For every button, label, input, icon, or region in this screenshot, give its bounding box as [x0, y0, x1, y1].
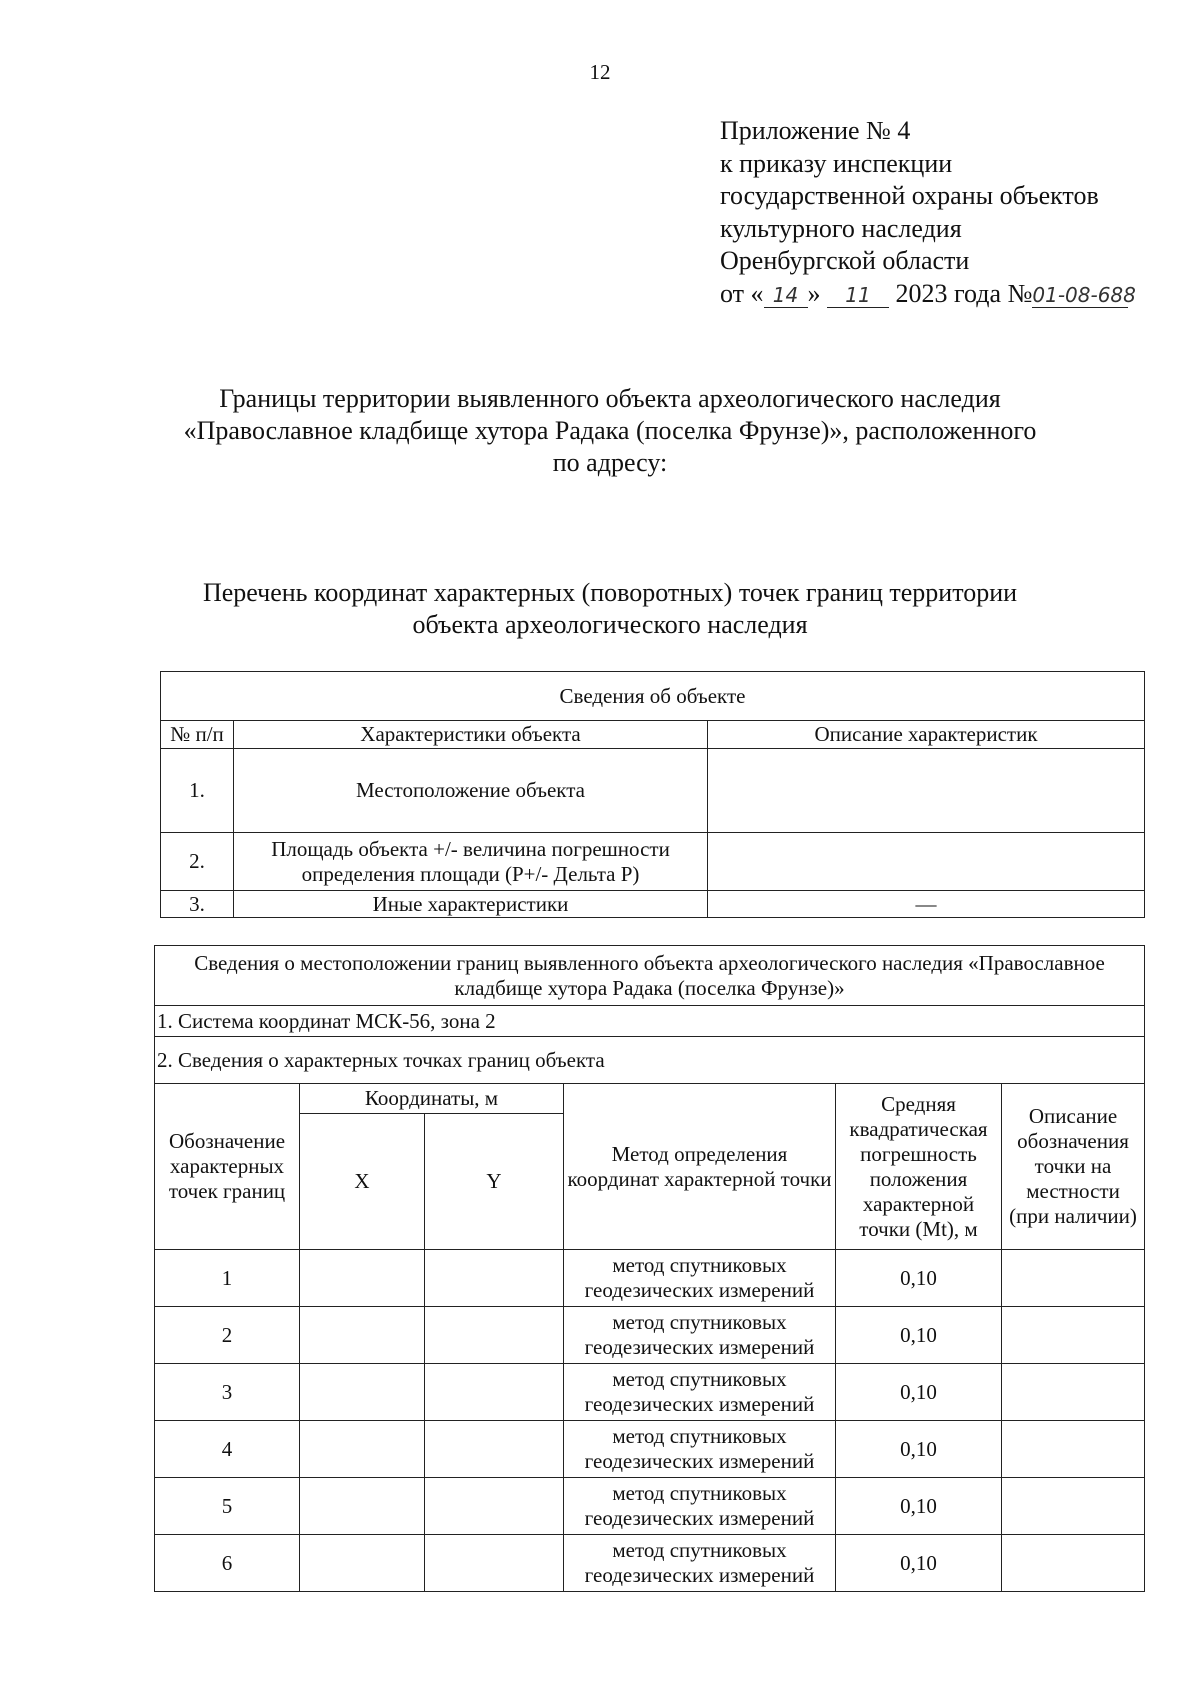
row-characteristic: Местоположение объекта	[234, 749, 708, 833]
point-description	[1002, 1364, 1145, 1421]
point-id: 2	[155, 1307, 300, 1364]
location-info-table	[154, 945, 1145, 1592]
point-y	[425, 1364, 564, 1421]
document-title	[150, 383, 1070, 479]
appendix-header	[720, 115, 1136, 310]
header-characteristic: Характеристики объекта	[234, 721, 708, 749]
header-y: Y	[425, 1114, 564, 1250]
point-x	[300, 1307, 425, 1364]
header-x: X	[300, 1114, 425, 1250]
object-table-caption: Сведения об объекте	[161, 672, 1145, 721]
point-error: 0,10	[836, 1250, 1002, 1307]
row-characteristic: Иные характеристики	[234, 891, 708, 918]
point-method: метод спутниковых геодезических измерений	[564, 1364, 836, 1421]
point-id: 4	[155, 1421, 300, 1478]
appendix-line: государственной охраны объектов	[720, 181, 1099, 210]
point-y	[425, 1535, 564, 1592]
coordinate-system: 1. Система координат МСК-56, зона 2	[155, 1006, 1145, 1037]
point-method: метод спутниковых геодезических измерений	[564, 1307, 836, 1364]
title-line: Границы территории выявленного объекта археологического наследия	[219, 384, 1001, 413]
point-id: 3	[155, 1364, 300, 1421]
header-coordinates: Координаты, м	[300, 1084, 564, 1114]
coordinates-list-title	[150, 577, 1070, 641]
title-line: «Православное кладбище хутора Радака (поселка Фрунзе)», расположенного	[183, 416, 1037, 445]
order-date-line	[720, 278, 1136, 311]
order-month: 11	[827, 283, 889, 308]
location-table-caption: Сведения о местоположении границ выявленного объекта археологического наследия «Православное кладбище хутора Радака (поселка Фрунзе)»	[155, 946, 1145, 1006]
list-title-line: Перечень координат характерных (поворотных) точек границ территории	[202, 578, 1018, 607]
point-description	[1002, 1478, 1145, 1535]
point-method: метод спутниковых геодезических измерений	[564, 1535, 836, 1592]
point-x	[300, 1364, 425, 1421]
point-error: 0,10	[836, 1307, 1002, 1364]
point-description	[1002, 1535, 1145, 1592]
appendix-line: Оренбургской области	[720, 246, 970, 275]
point-description	[1002, 1250, 1145, 1307]
point-error: 0,10	[836, 1478, 1002, 1535]
point-x	[300, 1535, 425, 1592]
list-title-line: объекта археологического наследия	[412, 610, 808, 639]
point-id: 5	[155, 1478, 300, 1535]
point-error: 0,10	[836, 1364, 1002, 1421]
appendix-line: Приложение № 4	[720, 116, 911, 145]
header-error: Средняя квадратическая погрешность положения характерной точки (Mt), м	[836, 1084, 1002, 1250]
point-x	[300, 1478, 425, 1535]
point-description	[1002, 1421, 1145, 1478]
point-error: 0,10	[836, 1421, 1002, 1478]
point-x	[300, 1250, 425, 1307]
row-description: —	[708, 891, 1145, 918]
header-point-description: Описание обозначения точки на местности (при наличии)	[1002, 1084, 1145, 1250]
point-id: 1	[155, 1250, 300, 1307]
page-number: 12	[589, 60, 611, 84]
point-description	[1002, 1307, 1145, 1364]
point-id: 6	[155, 1535, 300, 1592]
point-y	[425, 1250, 564, 1307]
appendix-line: к приказу инспекции	[720, 148, 953, 178]
header-designation: Обозначение характерных точек границ	[155, 1084, 300, 1250]
row-number: 3.	[161, 891, 234, 918]
row-description	[708, 749, 1145, 833]
header-method: Метод определения координат характерной точки	[564, 1084, 836, 1250]
title-line: по адресу:	[552, 448, 668, 477]
order-year: 2023 года №	[895, 278, 1033, 308]
object-info-table	[160, 671, 1145, 918]
row-number: 1.	[161, 749, 234, 833]
point-method: метод спутниковых геодезических измерений	[564, 1421, 836, 1478]
date-prefix: от «	[720, 278, 764, 308]
point-y	[425, 1478, 564, 1535]
appendix-line: культурного наследия	[720, 213, 962, 243]
header-number: № п/п	[161, 721, 234, 749]
date-mid: »	[807, 278, 821, 308]
point-y	[425, 1421, 564, 1478]
row-characteristic: Площадь объекта +/- величина погрешности определения площади (Р+/- Дельта Р)	[234, 833, 708, 891]
header-description: Описание характеристик	[708, 721, 1145, 749]
point-x	[300, 1421, 425, 1478]
order-day: 14	[764, 283, 808, 308]
row-description	[708, 833, 1145, 891]
point-y	[425, 1307, 564, 1364]
points-info-heading: 2. Сведения о характерных точках границ объекта	[155, 1037, 1145, 1084]
row-number: 2.	[161, 833, 234, 891]
order-number: 01-08-688	[1032, 282, 1136, 307]
point-method: метод спутниковых геодезических измерений	[564, 1250, 836, 1307]
point-method: метод спутниковых геодезических измерений	[564, 1478, 836, 1535]
point-error: 0,10	[836, 1535, 1002, 1592]
